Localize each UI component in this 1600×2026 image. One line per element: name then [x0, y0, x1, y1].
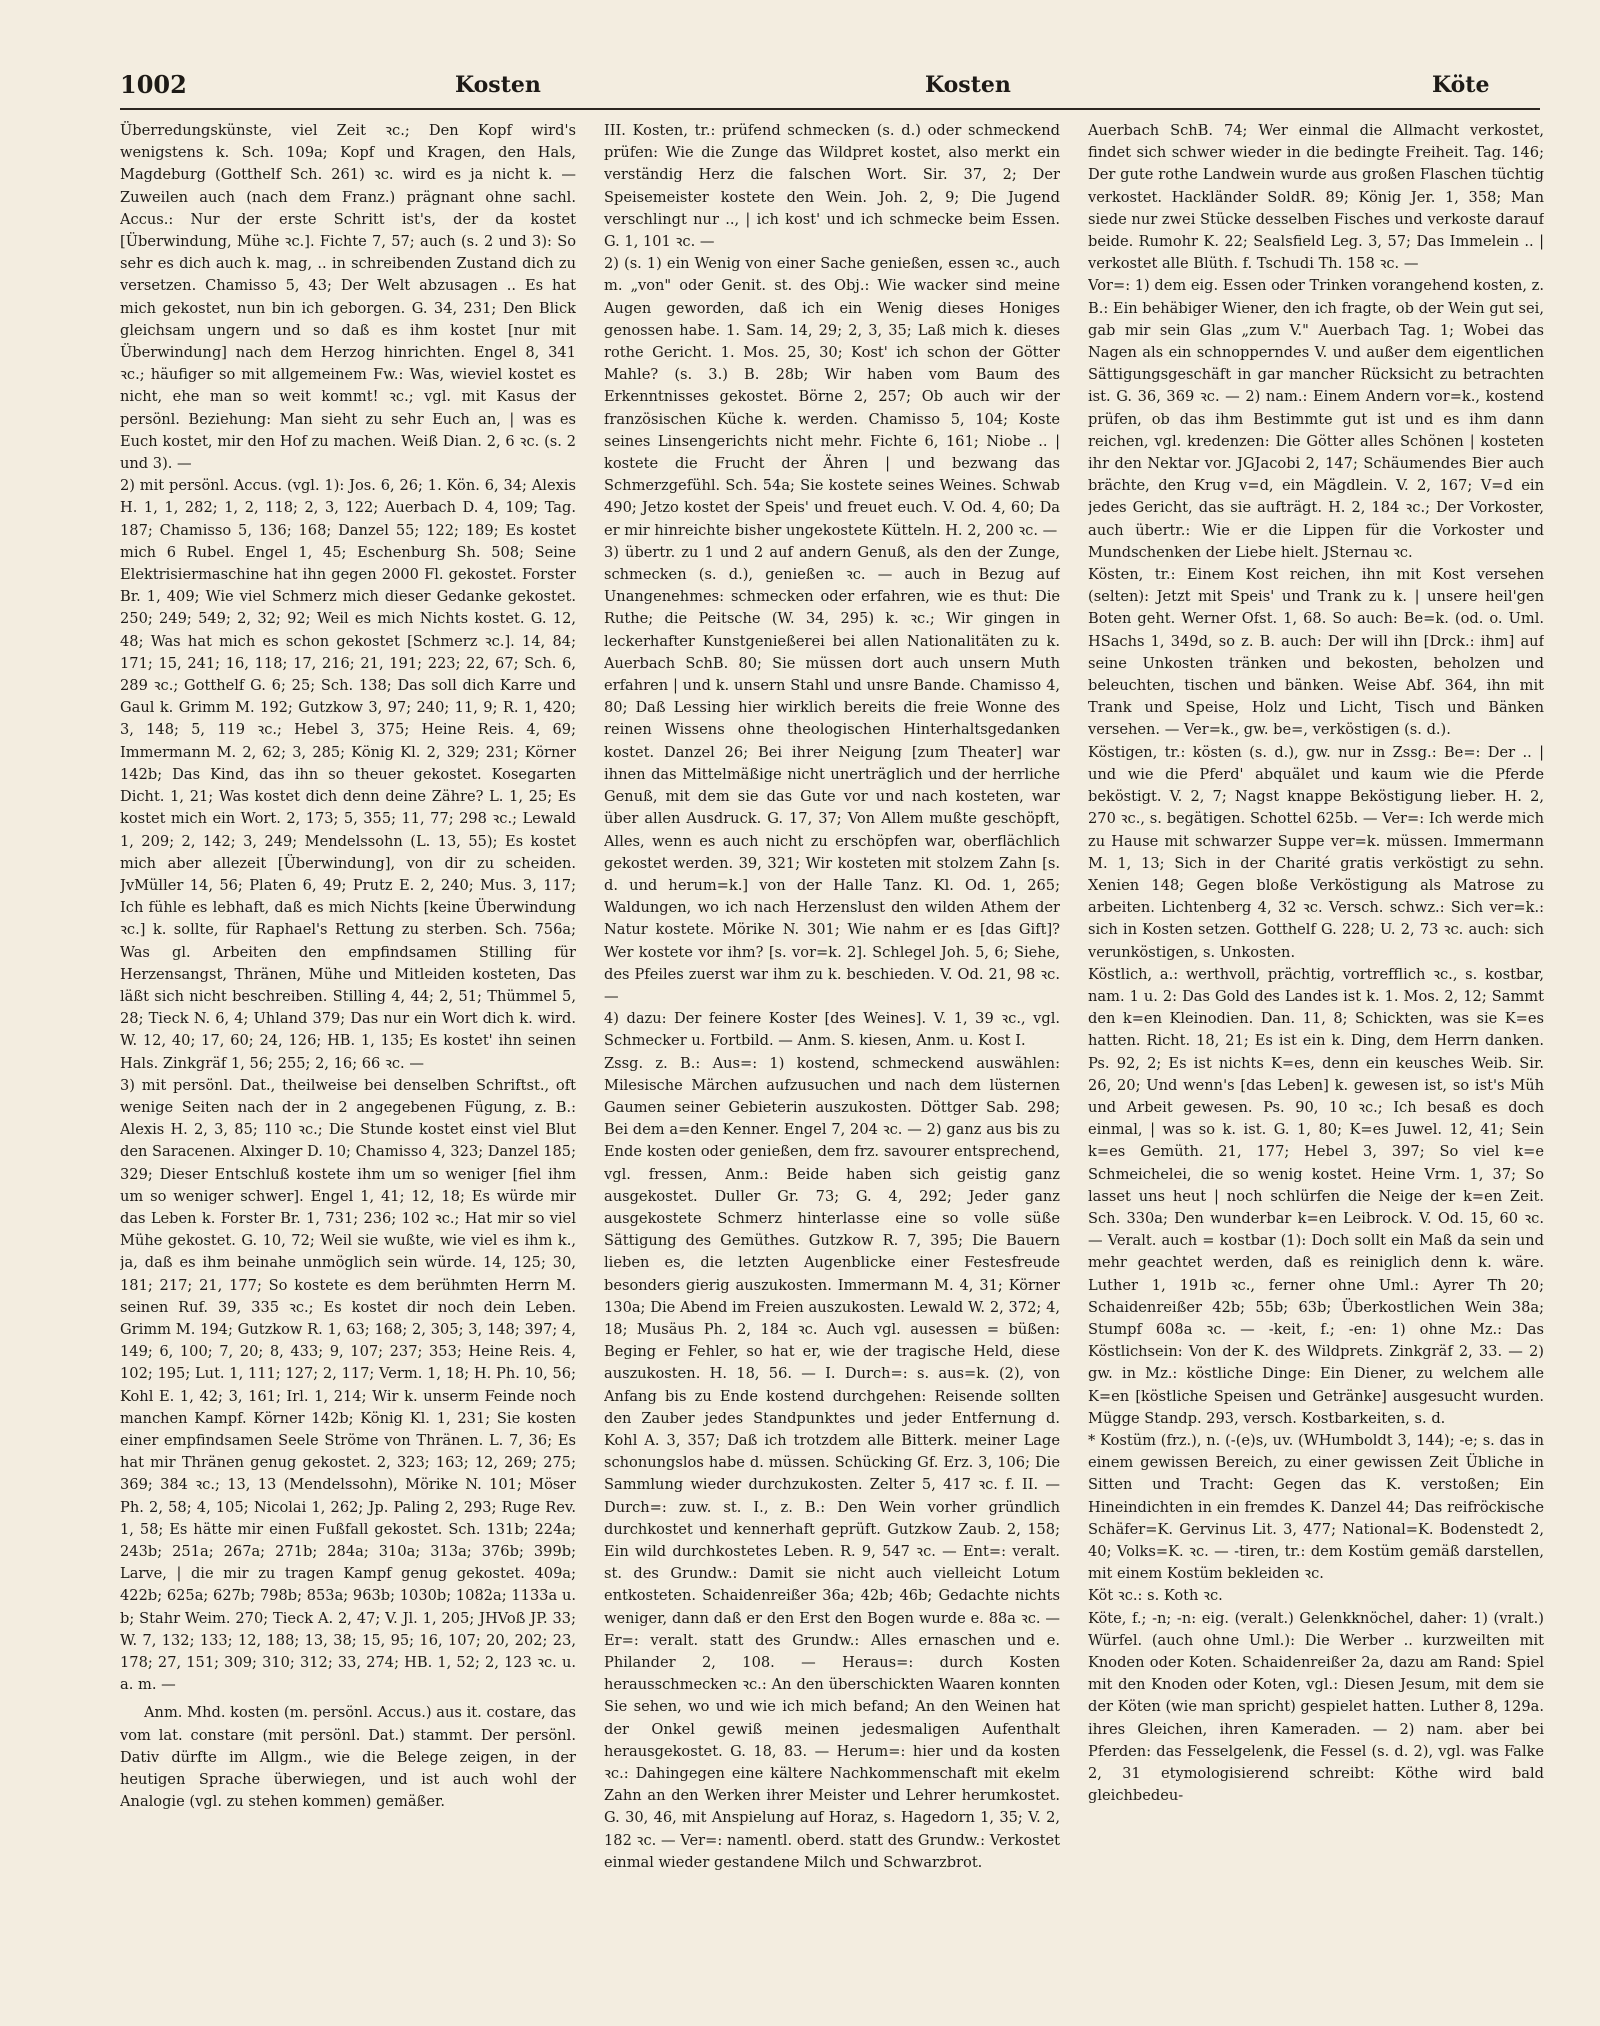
column-left	[120, 120, 576, 1900]
running-head-center: Kosten	[925, 72, 1011, 98]
paragraph: Köt ꝛc.: s. Koth ꝛc.	[1088, 1587, 1223, 1605]
paragraph-annotation: Anm. Mhd. kosten (m. persönl. Accus.) aus it. costare, das vom lat. constare (mit persönl. Dat.) stammt. Der persönl. Dativ dürfte im Allgm., wie die Belege zeigen, in der heutigen Sprache überwiegen, und ist auch wohl der Analogie (vgl. zu stehen kommen) gemäßer.	[120, 1704, 576, 1811]
paragraph: 2) mit persönl. Accus. (vgl. 1): Jos. 6, 26; 1. Kön. 6, 34; Alexis H. 1, 1, 282; 1, 2, 118; 2, 3, 122; Auerbach D. 4, 109; Tag. 187; Chamisso 5, 136; 168; Danzel 55; 122; 189; Es kostet mich 6 Rubel. Engel 1, 45; Eschenburg Sh. 508; Seine Elektrisiermaschine hat ihn gegen 2000 Fl. gekostet. Forster Br. 1, 409; Wie viel Schmerz mich dieser Gedanke gekostet. 250; 249; 549; 2, 32; 92; Weil es mich Nichts kostet. G. 12, 48; Was hat mich es schon gekostet [Schmerz ꝛc.]. 14, 84; 171; 15, 241; 16, 118; 17, 216; 21, 191; 223; 22, 67; Sch. 6, 289 ꝛc.; Gotthelf G. 6; 25; Sch. 138; Das soll dich Karre und Gaul k. Grimm M. 192; Gutzkow 3, 97; 240; 11, 9; R. 1, 420; 3, 148; 5, 119 ꝛc.; Hebel 3, 375; Heine Reis. 4, 69; Immermann M. 2, 62; 3, 285; König Kl. 2, 329; 231; Körner 142b; Das Kind, das ihn so theuer gekostet. Kosegarten Dicht. 1, 21; Was kostet dich denn deine Zähre? L. 1, 25; Es kostet mich ein Wort. 2, 173; 5, 355; 11, 77; 298 ꝛc.; Lewald 1, 209; 2, 142; 3, 249; Mendelssohn (L. 13, 55); Es kostet mich aber allezeit [Überwindung], von dir zu scheiden. JvMüller 14, 56; Platen 6, 49; Prutz E. 2, 240; Mus. 3, 117; Ich fühle es lebhaft, daß es mich Nichts [keine Überwindung ꝛc.] k. sollte, für Raphael's Rettung zu sterben. Sch. 756a; Was gl. Arbeiten den empfindsamen Stilling für Herzensangst, Thränen, Mühe und Mitleiden kosteten, Das läßt sich nicht beschreiben. Stilling 4, 44; 2, 51; Thümmel 5, 28; Tieck N. 6, 4; Uhland 379; Das nur ein Wort dich k. wird. W. 12, 40; 17, 60; 24, 126; HB. 1, 135; Es kostet' ihn seinen Hals. Zinkgräf 1, 56; 255; 2, 16; 66 ꝛc. —	[120, 477, 576, 1072]
paragraph: Kösten, tr.: Einem Kost reichen, ihn mit Kost versehen (selten): Jetzt mit Speis' und Trank zu k. | unsere heil'gen Boten geht. Werner Ofst. 1, 68. So auch: Be=k. (od. o. Uml. HSachs 1, 349d, so z. B. auch: Der will ihn [Drck.: ihm] auf seine Unkosten tränken und bekosten, beholzen und beleuchten, tischen und bänken. Weise Abf. 364, ihn mit Trank und Speise, Holz und Licht, Tisch und Bänken versehen. — Ver=k., gw. be=, verköstigen (s. d.).	[1088, 566, 1544, 739]
page-header	[120, 70, 1540, 110]
paragraph: III. Kosten, tr.: prüfend schmecken (s. d.) oder schmeckend prüfen: Wie die Zunge das Wildpret kostet, also merkt ein verständig Herz die falschen Wort. Sir. 37, 2; Der Speisemeister kostete den Wein. Joh. 2, 9; Die Jugend verschlingt nur .., | ich kost' und ich schmecke beim Essen. G. 1, 101 ꝛc. —	[604, 122, 1060, 251]
column-right	[1088, 120, 1544, 1900]
running-head-left: Kosten	[455, 72, 541, 98]
paragraph: 3) mit persönl. Dat., theilweise bei denselben Schriftst., oft wenige Seiten nach der in 2 angegebenen Fügung, z. B.: Alexis H. 2, 3, 85; 110 ꝛc.; Die Stunde kostet einst viel Blut den Saracenen. Alxinger D. 10; Chamisso 4, 323; Danzel 185; 329; Dieser Entschluß kostete ihm um so weniger [fiel ihm um so weniger schwer]. Engel 1, 41; 12, 18; Es würde mir das Leben k. Forster Br. 1, 731; 236; 102 ꝛc.; Hat mir so viel Mühe gekostet. G. 10, 72; Weil sie wußte, wie viel es ihm k., ja, daß es ihm beinahe unmöglich sein würde. 14, 125; 30, 181; 217; 21, 177; So kostete es dem berühmten Herrn M. seinen Ruf. 39, 335 ꝛc.; Es kostet dir noch dein Leben. Grimm M. 194; Gutzkow R. 1, 63; 168; 2, 305; 3, 148; 397; 4, 149; 6, 100; 7, 20; 8, 433; 9, 107; 237; 353; Heine Reis. 4, 102; 195; Lut. 1, 111; 127; 2, 117; Verm. 1, 18; H. Ph. 10, 56; Kohl E. 1, 42; 3, 161; Irl. 1, 214; Wir k. unserm Feinde noch manchen Kampf. Körner 142b; König Kl. 1, 231; Sie kosten einer empfindsamen Seele Ströme von Thränen. L. 7, 36; Es hat mir Thränen genug gekostet. 2, 323; 163; 12, 269; 275; 369; 384 ꝛc.; 13, 13 (Mendelssohn), Mörike N. 101; Möser Ph. 2, 58; 4, 105; Nicolai 1, 262; Jp. Paling 2, 293; Ruge Rev. 1, 58; Es hätte mir einen Fußfall gekostet. Sch. 131b; 224a; 243b; 251a; 267a; 271b; 284a; 310a; 313a; 376b; 399b; Larve, | die mir zu tragen Kampf genug gekostet. 409a; 422b; 625a; 627b; 798b; 853a; 963b; 1030b; 1082a; 1133a u. b; Stahr Weim. 270; Tieck A. 2, 47; V. Jl. 1, 205; JHVoß JP. 33; W. 7, 132; 133; 12, 188; 13, 38; 15, 95; 16, 107; 20, 202; 23, 178; 27, 151; 309; 310; 312; 33, 274; HB. 1, 52; 2, 123 ꝛc. u. a. m. —	[120, 1076, 576, 1694]
header-rule	[120, 108, 1540, 110]
paragraph: Köstlich, a.: werthvoll, prächtig, vortrefflich ꝛc., s. kostbar, nam. 1 u. 2: Das Gold des Landes ist k. 1. Mos. 2, 12; Sammt den k=en Kleinodien. Dan. 11, 8; Schickten, was sie K=es hatten. Richt. 18, 21; Es ist ein k. Ding, dem Herrn danken. Ps. 92, 2; Es ist nichts K=es, denn ein keusches Weib. Sir. 26, 20; Und wenn's [das Leben] k. gewesen ist, so ist's Müh und Arbeit gewesen. Ps. 90, 10 ꝛc.; Ich besaß es doch einmal, | was so k. ist. G. 1, 80; K=es Juwel. 12, 41; Sein k=es Gemüth. 21, 177; Hebel 3, 397; So viel k=e Schmeichelei, die so wenig kostet. Heine Vrm. 1, 37; So lasset uns heut | noch schlürfen die Neige der k=en Zeit. Sch. 330a; Den wunderbar k=en Leibrock. V. Od. 15, 60 ꝛc. — Veralt. auch = kostbar (1): Doch sollt ein Maß da sein und mehr geachtet werden, daß es reiniglich denn k. wäre. Luther 1, 191b ꝛc., ferner ohne Uml.: Ayrer Th 20; Schaidenreißer 42b; 55b; 63b; Überkostlichen Wein 38a; Stumpf 608a ꝛc. — -keit, f.; -en: 1) ohne Mz.: Das Köstlichsein: Von der K. des Wildprets. Zinkgräf 2, 33. — 2) gw. in Mz.: köstliche Dinge: Ein Diener, zu welchem alle K=en [köstliche Speisen und Getränke] ausgesucht wurden. Mügge Standp. 293, versch. Kostbarkeiten, s. d.	[1088, 965, 1544, 1427]
page-number: 1002	[120, 70, 187, 99]
paragraph: 3) übertr. zu 1 und 2 auf andern Genuß, als den der Zunge, schmecken (s. d.), genießen ꝛc. — auch in Bezug auf Unangenehmes: schmecken oder erfahren, wie es thut: Die Ruthe; die Peitsche (W. 34, 295) k. ꝛc.; Wir gingen in leckerhafter Kunstgenießerei bei allen Nationalitäten zu k. Auerbach SchB. 80; Sie müssen dort auch unsern Muth erfahren | und k. unsern Stahl und unsre Bande. Chamisso 4, 80; Daß Lessing hier wirklich bereits die freie Wonne des reinen Wissens ohne theologischen Hinterhaltsgedanken kostet. Danzel 26; Bei ihrer Neigung [zum Theater] war ihnen das Mittelmäßige nicht unerträglich und der herrliche Genuß, mit dem sie das Gute vor und nach kosteten, war über allen Ausdruck. G. 17, 37; Von Allem mußte geschöpft, Alles, wenn es auch nicht zu erschöpfen war, oberflächlich gekostet werden. 39, 321; Wir kosteten mit stolzem Zahn [s. d. und herum=k.] von der Halle Tanz. Kl. Od. 1, 265; Waldungen, wo ich nach Herzenslust den wilden Athem der Natur kostete. Mörike N. 301; Wie nahm er es [das Gift]? Wer kostete vor ihm? [s. vor=k. 2]. Schlegel Joh. 5, 6; Siehe, des Pfeiles zuerst war ihm zu k. beschieden. V. Od. 21, 98 ꝛc. —	[604, 543, 1060, 1005]
paragraph: * Kostüm (frz.), n. (-(e)s, uv. (WHumboldt 3, 144); -e; s. das in einem gewissen Bereich, zu einer gewissen Zeit Übliche in Sitten und Tracht: Gegen das K. verstoßen; Ein Hineindichten in ein fremdes K. Danzel 44; Das reifröckische Schäfer=K. Gervinus Lit. 3, 477; National=K. Bodenstedt 2, 40; Volks=K. ꝛc. — -tiren, tr.: dem Kostüm gemäß darstellen, mit einem Kostüm bekleiden ꝛc.	[1088, 1431, 1544, 1583]
running-head-right: Köte	[1432, 72, 1490, 98]
paragraph: Köstigen, tr.: kösten (s. d.), gw. nur in Zssg.: Be=: Der .. | und wie die Pferd' abquälet und kaum wie die Pferde beköstigt. V. 2, 7; Nagst knappe Beköstigung lieber. H. 2, 270 ꝛc., s. begätigen. Schottel 625b. — Ver=: Ich werde mich zu Hause mit schwarzer Suppe ver=k. müssen. Immermann M. 1, 13; Sich in der Charité gratis verköstigt zu sehn. Xenien 148; Gegen bloße Verköstigung als Matrose zu arbeiten. Lichtenberg 4, 32 ꝛc. Versch. schwz.: Sich ver=k.: sich in Kosten setzen. Gotthelf G. 228; U. 2, 73 ꝛc. auch: sich verunköstigen, s. Unkosten.	[1088, 743, 1544, 961]
column-center	[604, 120, 1060, 1900]
paragraph: Überredungskünste, viel Zeit ꝛc.; Den Kopf wird's wenigstens k. Sch. 109a; Kopf und Kragen, den Hals, Magdeburg (Gotthelf Sch. 261) ꝛc. wird es ja nicht k. — Zuweilen auch (nach dem Franz.) prägnant ohne sachl. Accus.: Nur der erste Schritt ist's, der da kostet [Überwindung, Mühe ꝛc.]. Fichte 7, 57; auch (s. 2 und 3): So sehr es dich auch k. mag, .. in schreibenden Zustand dich zu versetzen. Chamisso 5, 43; Der Welt abzusagen .. Es hat mich gekostet, nun bin ich geborgen. G. 34, 231; Den Blick gleichsam ungern und so daß es ihm kostet [nur mit Überwindung] nach dem Herzog hinrichten. Engel 8, 341 ꝛc.; häufiger so mit allgemeinem Fw.: Was, wieviel kostet es nicht, ehe man so weit kommt! ꝛc.; vgl. mit Kasus der persönl. Beziehung: Man sieht zu sehr Euch an, | was es Euch kostet, mir den Hof zu machen. Weiß Dian. 2, 6 ꝛc. (s. 2 und 3). —	[120, 122, 576, 473]
paragraph: Auerbach SchB. 74; Wer einmal die Allmacht verkostet, findet sich schwer wieder in die bedingte Freiheit. Tag. 146; Der gute rothe Landwein wurde aus großen Flaschen tüchtig verkostet. Hackländer SoldR. 89; König Jer. 1, 358; Man siede nur zwei Stücke desselben Fisches und verkoste darauf beide. Rumohr K. 22; Sealsfield Leg. 3, 57; Das Immelein .. | verkostet alle Blüth. f. Tschudi Th. 158 ꝛc. —	[1088, 122, 1544, 273]
paragraph: Köte, f.; -n; -n: eig. (veralt.) Gelenkknöchel, daher: 1) (vralt.) Würfel. (auch ohne Uml.): Die Werber .. kurzweilten mit Knoden oder Koten. Schaidenreißer 2a, dazu am Rand: Spiel mit den Knoden oder Koten, vgl.: Diesen Jesum, mit dem sie der Köten (wie man spricht) gespielet hatten. Luther 8, 129a. ihres Gleichen, ihren Kameraden. — 2) nam. aber bei Pferden: das Fesselgelenk, die Fessel (s. d. 2), vgl. was Falke 2, 31 etymologisierend schreibt: Köthe wird bald gleichbedeu-	[1088, 1609, 1544, 1805]
paragraph: Vor=: 1) dem eig. Essen oder Trinken vorangehend kosten, z. B.: Ein behäbiger Wiener, den ich fragte, ob der Wein gut sei, gab mir sein Glas „zum V." Auerbach Tag. 1; Wobei das Nagen als ein schnopperndes V. und außer dem eigentlichen Sättigungsgeschäft in gar mancher Rücksicht zu betrachten ist. G. 36, 369 ꝛc. — 2) nam.: Einem Andern vor=k., kostend prüfen, ob das ihm Bestimmte gut ist und es ihm dann reichen, vgl. kredenzen: Die Götter alles Schönen | kosteten ihr den Nektar vor. JGJacobi 2, 147; Schäumendes Bier auch brächte, den Krug v=d, ein Mägdlein. V. 2, 167; V=d ein jedes Gericht, das sie aufträgt. H. 2, 184 ꝛc.; Der Vorkoster, auch übertr.: Wie er die Lippen für die Vorkoster und Mundschenken der Liebe hielt. JSternau ꝛc.	[1088, 277, 1544, 561]
paragraph: 4) dazu: Der feinere Koster [des Weines]. V. 1, 39 ꝛc., vgl. Schmecker u. Fortbild. — Anm. S. kiesen, Anm. u. Kost I.	[604, 1010, 1060, 1050]
paragraph: 2) (s. 1) ein Wenig von einer Sache genießen, essen ꝛc., auch m. „von" oder Genit. st. des Obj.: Wie wacker sind meine Augen geworden, daß ich ein Wenig dieses Honiges genossen habe. 1. Sam. 14, 29; 2, 3, 35; Laß mich k. dieses rothe Gericht. 1. Mos. 25, 30; Kost' ich schon der Götter Mahle? (s. 3.) B. 28b; Wir haben vom Baum des Erkenntnisses gekostet. Börne 2, 257; Ob auch wir der französischen Küche k. werden. Chamisso 5, 104; Koste seines Linsengerichts nicht mehr. Fichte 6, 161; Niobe .. | kostete die Frucht der Ähren | und bezwang das Schmerzgefühl. Sch. 54a; Sie kostete seines Weines. Schwab 490; Jetzo kostet der Speis' und freuet euch. V. Od. 4, 60; Da er mir hinreichte bisher ungekostete Kütteln. H. 2, 200 ꝛc. —	[604, 255, 1060, 539]
paragraph: Zssg. z. B.: Aus=: 1) kostend, schmeckend auswählen: Milesische Märchen aufzusuchen und nach dem lüsternen Gaumen seiner Gebieterin auszukosten. Döttger Sab. 298; Bei dem a=den Kenner. Engel 7, 204 ꝛc. — 2) ganz aus bis zu Ende kosten oder genießen, dem frz. savourer entsprechend, vgl. fressen, Anm.: Beide haben sich geistig ganz ausgekostet. Duller Gr. 73; G. 4, 292; Jeder ganz ausgekostete Schmerz hinterlasse eine so volle süße Sättigung des Gemüthes. Gutzkow R. 7, 395; Die Bauern lieben es, die letzten Augenblicke einer Festesfreude besonders gierig auszukosten. Immermann M. 4, 31; Körner 130a; Die Abend im Freien auszukosten. Lewald W. 2, 372; 4, 18; Musäus Ph. 2, 184 ꝛc. Auch vgl. ausessen = büßen: Beging er Fehler, so hat er, wie der tragische Held, diese auszukosten. H. 18, 56. — I. Durch=: s. aus=k. (2), von Anfang bis zu Ende kostend durchgehen: Reisende sollten den Zauber jedes Standpunktes und jeder Entfernung d. Kohl A. 3, 357; Daß ich trotzdem alle Bitterk. meiner Lage schonungslos habe d. müssen. Schücking Gf. Erz. 3, 106; Die Sammlung wieder durchzukosten. Zelter 5, 417 ꝛc. f. II. — Durch=: zuw. st. I., z. B.: Den Wein vorher gründlich durchkostet und kennerhaft geprüft. Gutzkow Zaub. 2, 158; Ein wild durchkostetes Leben. R. 9, 547 ꝛc. — Ent=: veralt. st. des Grundw.: Damit sie nicht auch vielleicht Lotum entkosteten. Schaidenreißer 36a; 42b; 46b; Gedachte nichts weniger, dann daß er den Erst den Bogen wurde e. 88a ꝛc. — Er=: veralt. statt des Grundw.: Alles ernaschen und e. Philander 2, 108. — Heraus=: durch Kosten herausschmecken ꝛc.: An den überschickten Waaren konnten Sie sehen, wo und wie ich mich befand; An den Weinen hat der Onkel gewiß meinen jedesmaligen Aufenthalt herausgekostet. G. 18, 83. — Herum=: hier und da kosten ꝛc.: Dahingegen eine kältere Nachkommenschaft mit ekelm Zahn an den Werken ihrer Meister und Lehrer herumkostet. G. 30, 46, mit Anspielung auf Horaz, s. Hagedorn 1, 35; V. 2, 182 ꝛc. — Ver=: namentl. oberd. statt des Grundw.: Verkostet einmal wieder gestandene Milch und Schwarzbrot.	[604, 1054, 1060, 1871]
